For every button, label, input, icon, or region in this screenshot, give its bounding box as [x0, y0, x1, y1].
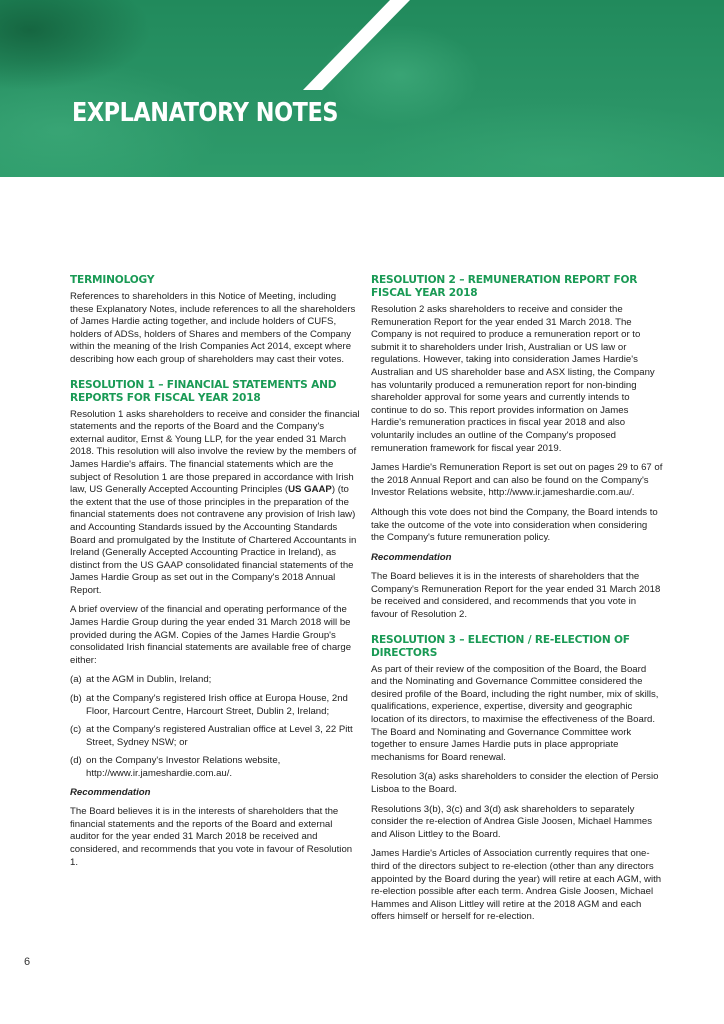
resolution-3-paragraph-2: Resolution 3(a) asks shareholders to consider the election of Persio Lisboa to the Board.	[371, 771, 659, 795]
resolution-3-paragraph-4: James Hardie's Articles of Association currently requires that one-third of the directors subject to re-election (other than any directors appointed by the Board during the year) will retire at each AGM, with re-election possible after each term. Andrea Gisle Joosen, Michael Hammes and Alison Littley will retire at the 2018 AGM and each offers himself or herself for re-election.	[371, 848, 662, 923]
slash-graphic-icon	[0, 0, 724, 177]
list-text: at the Company's registered Australian office at Level 3, 22 Pitt Street, Sydney NSW; or	[86, 724, 353, 748]
resolution-3-paragraph-1: As part of their review of the composition of the Board, the Board and the Nominating and Governance Committee considered the desired profile of the Board, including the right number, mix of skills, qualifications, experience, expertise, diversity and geographic location of its directors, to maximise the effectiveness of the Board. The Board and Nominating and Governance Committee work together to ensure James Hardie puts in place appropriate mechanisms for Board renewal.	[371, 663, 659, 763]
us-gaap-term: US GAAP	[288, 484, 332, 496]
list-text: at the AGM in Dublin, Ireland;	[86, 674, 212, 686]
resolution-2-paragraph-3: Although this vote does not bind the Company, the Board intends to take the outcome of the vote into consideration when considering the Company's future remuneration policy.	[371, 506, 658, 544]
page-title: EXPLANATORY NOTES	[72, 98, 339, 128]
list-label: (b)	[70, 693, 82, 705]
list-label: (d)	[70, 755, 82, 767]
terminology-heading: TERMINOLOGY	[70, 274, 155, 286]
list-item	[70, 674, 360, 687]
recommendation-heading: Recommendation	[70, 786, 151, 798]
list-item	[70, 724, 360, 749]
list-item	[70, 693, 360, 718]
page-number: 6	[24, 956, 31, 968]
resolution-3-heading: RESOLUTION 3 – ELECTION / RE-ELECTION OF DIRECTORS	[371, 633, 630, 659]
resolution-2-heading: RESOLUTION 2 – REMUNERATION REPORT FOR FISCAL YEAR 2018	[371, 274, 638, 299]
resolution-2-paragraph-2: James Hardie's Remuneration Report is set out on pages 29 to 67 of the 2018 Annual Report and can also be found on the Company's Investor Relations website, http://www.ir.jameshardie.com.au/.	[371, 462, 663, 499]
resolution-1-paragraph-2: A brief overview of the financial and operating performance of the James Hardie Group during the year ended 31 March 2018 will be provided during the AGM. Copies of the James Hardie Group's consolidated Irish financial statements are available free of charge either:	[70, 604, 352, 666]
resolution-2-paragraph-1: Resolution 2 asks shareholders to receive and consider the Remuneration Report for the year ended 31 March 2018. The Company is not required to produce a remuneration report or to submit it to shareholders under Irish, Australian or US law or regulations. However, taking into consideration James Hardie's Australian and US shareholder base and ASX listing, the Company has voluntarily produced a remuneration report for non-binding shareholder approval for some years and currently intends to continue to do so. This report provides information on James Hardie's remuneration practices in fiscal year 2018 and also voluntarily includes an outline of the Company's proposed remuneration framework for fiscal year 2019.	[371, 304, 655, 454]
left-column	[70, 274, 360, 876]
resolution-2-section	[371, 274, 663, 622]
resolution-1-heading: RESOLUTION 1 – FINANCIAL STATEMENTS AND REPORTS FOR FISCAL YEAR 2018	[70, 378, 337, 404]
terminology-section	[70, 274, 360, 367]
terminology-body: References to shareholders in this Notice of Meeting, including these Explanatory Notes, include references to all the shareholders of James Hardie acting together, and include holders of CUFS, holders of ADSs, holders of Shares and members of the Company within the meaning of the Irish Companies Act 2014, except where describing how each group of shareholders may cast their votes.	[70, 291, 356, 365]
list-text: on the Company's Investor Relations website, http://www.ir.jameshardie.com.au/.	[86, 755, 281, 779]
list-item	[70, 755, 360, 780]
list-text: at the Company's registered Irish office at Europa House, 2nd Floor, Harcourt Centre, Harcourt Street, Dublin 2, Ireland;	[86, 693, 348, 717]
list-label: (a)	[70, 674, 82, 686]
recommendation-body: The Board believes it is in the interests of shareholders that the financial statements and the reports of the Board and external auditor for the year ended 31 March 2018 be received and considered, and recommends that you vote in favour of Resolution 1.	[70, 806, 353, 868]
resolution-3-section	[371, 634, 663, 924]
resolution-1-section	[70, 379, 360, 870]
resolution-1-text-a: Resolution 1 asks shareholders to receive and consider the financial statements and the reports of the Board and the Company's external auditor, Ernst & Young LLP, for the year ended 31 March 2018. This resolution will also involve the review by the members of James Hardie's affairs. The financial statements which are the subject of Resolution 1 are those prepared in accordance with Irish law, US Generally Accepted Accounting Principles (	[70, 408, 360, 496]
resolution-3-paragraph-3: Resolutions 3(b), 3(c) and 3(d) ask shareholders to separately consider the re-election of Andrea Gisle Joosen, Michael Hammes and Alison Littley to the Board.	[371, 803, 653, 840]
resolution-1-paragraph-1	[70, 409, 360, 598]
list-label: (c)	[70, 724, 82, 736]
recommendation-body: The Board believes it is in the interests of shareholders that the Company's Remuneration Report for the year ended 31 March 2018 be received and considered, and recommends that you vote in favour of Resolution 2.	[371, 571, 661, 621]
right-column	[371, 274, 663, 931]
recommendation-heading: Recommendation	[371, 551, 452, 563]
resolution-1-text-b: ) (to the extent that the use of those principles in the preparation of the financial statements does not contravene any provision of Irish law) and Accounting Standards issued by the Accounting Standards Board and promulgated by the Institute of Chartered Accountants in Ireland (Generally Accepted Accounting Practice in Ireland), as distinct from the US GAAP consolidated financial statements of the James Hardie Group as set out in the Company's 2018 Annual Report.	[70, 484, 357, 596]
header-banner	[0, 0, 724, 177]
